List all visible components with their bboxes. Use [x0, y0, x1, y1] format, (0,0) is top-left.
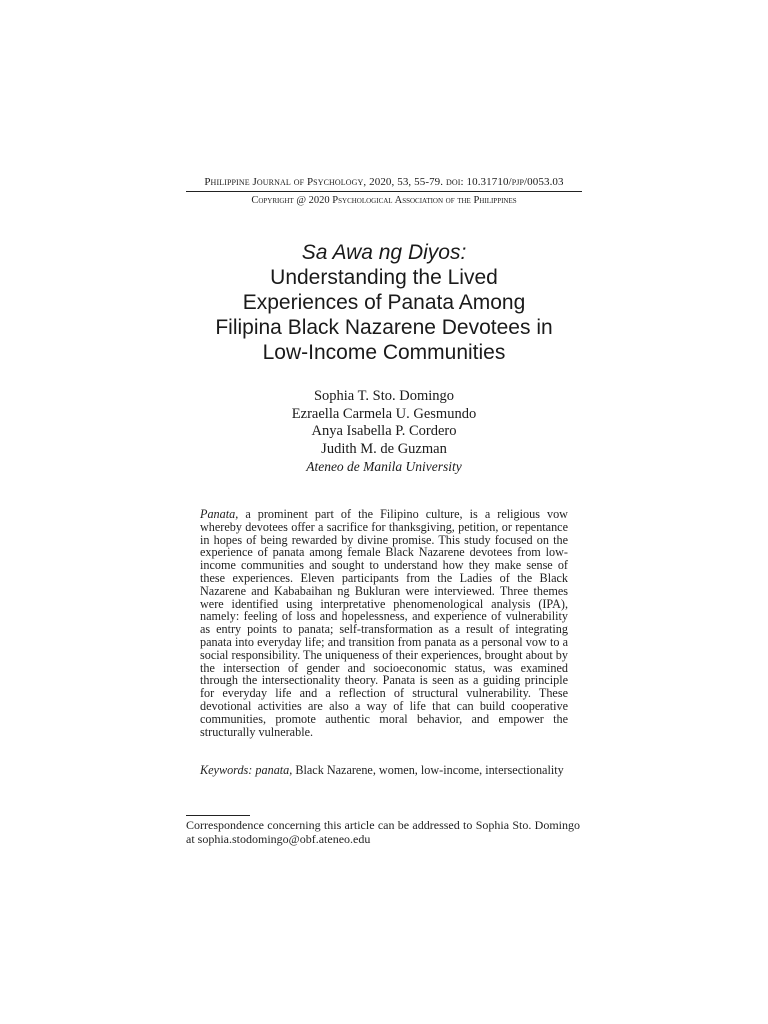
author-affiliation: Ateneo de Manila University [306, 459, 462, 474]
title-line: Experiences of Panata Among [242, 291, 526, 314]
title-line: Low-Income Communities [262, 341, 506, 364]
keywords [200, 763, 568, 777]
correspondence-footnote: Correspondence concerning this article can be addressed to Sophia Sto. Domingo at sophia.stodomingo@obf.ateneo.edu [186, 818, 580, 846]
author-name: Sophia T. Sto. Domingo [313, 388, 455, 404]
title-italic-part: Sa Awa ng Diyos: [301, 241, 467, 264]
abstract-lead-word: Panata, [200, 507, 239, 521]
title-line: Understanding the Lived [270, 266, 498, 289]
article-title [150, 240, 618, 365]
keywords-label: Keywords: [200, 763, 253, 777]
author-name: Ezraella Carmela U. Gesmundo [291, 405, 477, 422]
author-name: Judith M. de Guzman [321, 440, 447, 457]
keyword-first: panata, [255, 763, 293, 777]
author-name: Anya Isabella P. Cordero [311, 423, 457, 439]
keywords-rest: Black Nazarene, women, low-income, intersectionality [292, 763, 564, 777]
abstract-body: a prominent part of the Filipino culture, is a religious vow whereby devotees offer a sacrifice for thanksgiving, petition, or repentance in hopes of being rewarded by divine promise. This study focused on the experience of panata among female Black Nazarene devotees from low-income communities and sought to understand how they make sense of these experiences. Eleven participants from the Ladies of the Black Nazarene and Kababaihan ng Bukluran were interviewed. Three themes were identified using interpretative phenomenological analysis (IPA), namely: feeling of loss and hopelessness, and experience of vulnerability as entry points to panata; self-transformation as a result of integrating panata into everyday life; and transition from panata as a personal vow to a social responsibility. The uniqueness of their experiences, brought about by the intersection of gender and socioeconomic status, was examined through the intersectionality theory. Panata is seen as a guiding principle for everyday life and a reflection of structural vulnerability. These devotional activities are also a way of life that can build cooperative communities, promote authentic moral behavior, and empower the structurally vulnerable. [200, 507, 568, 739]
author-block [200, 388, 568, 476]
footnote-rule [186, 815, 250, 816]
title-line: Filipina Black Nazarene Devotees in [215, 316, 553, 339]
header-rule [186, 191, 582, 192]
copyright-notice: Copyright @ 2020 Psychological Association of the Philippines [251, 195, 517, 206]
journal-citation: Philippine Journal of Psychology, 2020, 53, 55-79. doi: 10.31710/pjp/0053.03 [204, 176, 564, 188]
abstract [200, 508, 568, 738]
